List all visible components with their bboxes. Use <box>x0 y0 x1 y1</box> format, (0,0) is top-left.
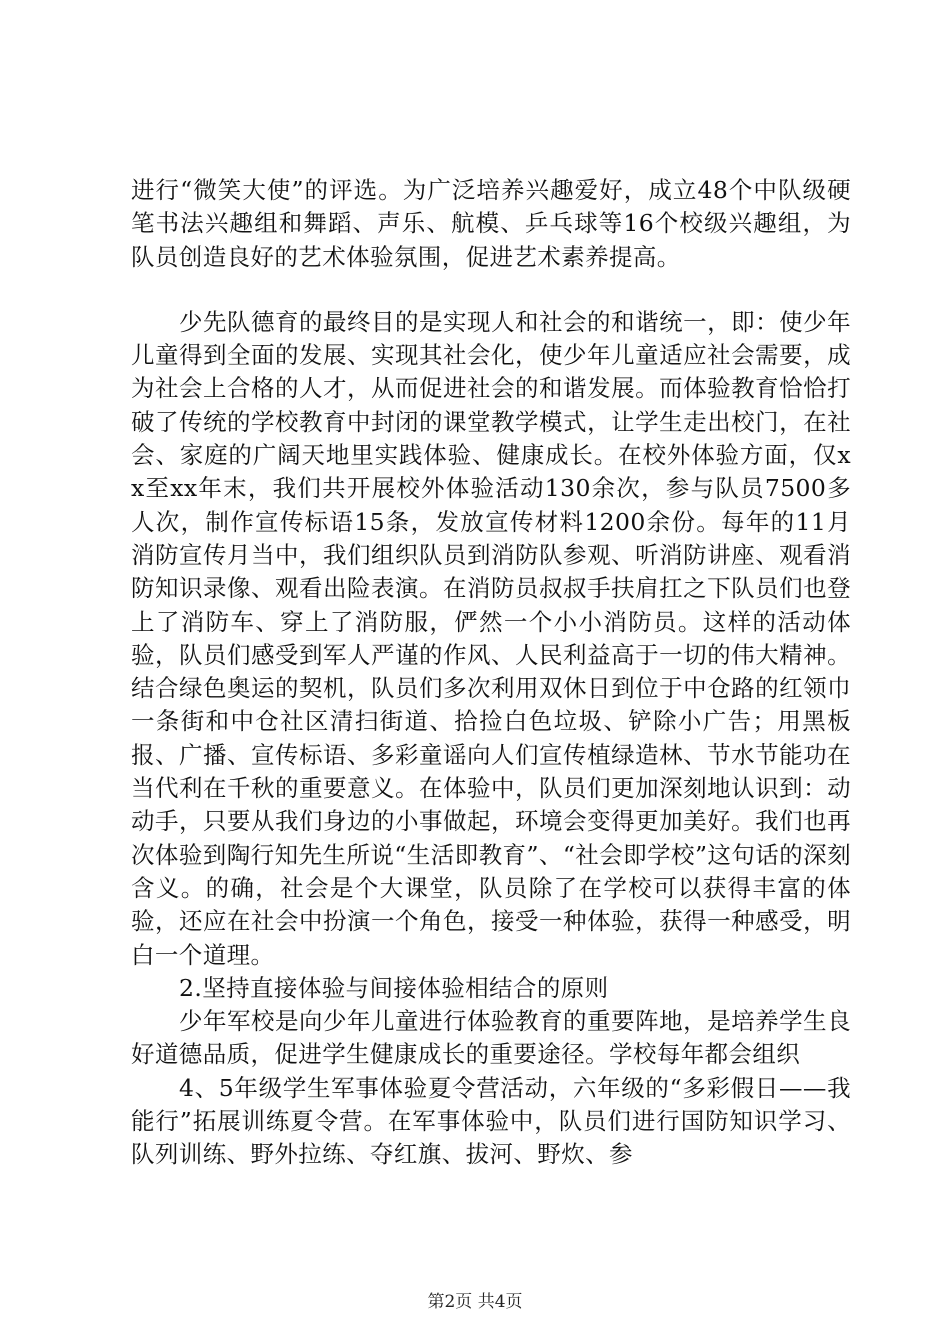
section-heading: 2.坚持直接体验与间接体验相结合的原则 <box>179 973 609 1002</box>
document-body <box>131 174 851 1172</box>
paragraph-military-school: 少年军校是向少年儿童进行体验教育的重要阵地，是培养学生良好道德品质，促进学生健康成长的重要途径。学校每年都会组织 <box>131 1007 851 1069</box>
paragraph-summer-camp: 4、5年级学生军事体验夏令营活动，六年级的“多彩假日——我能行”拓展训练夏令营。在军事体验中，队员们进行国防知识学习、队列训练、野外拉练、夺红旗、拔河、野炊、参 <box>131 1073 851 1169</box>
paragraph-social-experience: 少先队德育的最终目的是实现人和社会的和谐统一，即：使少年儿童得到全面的发展、实现其社会化，使少年儿童适应社会需要，成为社会上合格的人才，从而促进社会的和谐发展。而体验教育恰恰打破了传统的学校教育中封闭的课堂教学模式，让学生走出校门，在社会、家庭的广阔天地里实践体验、健康成长。在校外体验方面，仅xx至xx年末，我们共开展校外体验活动130余次，参与队员7500多人次，制作宣传标语15条，发放宣传材料1200余份。每年的11月消防宣传月当中，我们组织队员到消防队参观、听消防讲座、观看消防知识录像、观看出险表演。在消防员叔叔手扶肩扛之下队员们也登上了消防车、穿上了消防服，俨然一个小小消防员。这样的活动体验，队员们感受到军人严谨的作风、人民利益高于一切的伟大精神。结合绿色奥运的契机，队员们多次利用双休日到位于中仓路的红领巾一条街和中仓社区清扫街道、拾捡白色垃圾、铲除小广告；用黑板报、广播、宣传标语、多彩童谣向人们宣传植绿造林、节水节能功在当代利在千秋的重要意义。在体验中，队员们更加深刻地认识到：动动手，只要从我们身边的小事做起，环境会变得更加美好。我们也再次体验到陶行知先生所说“生活即教育”、“社会即学校”这句话的深刻含义。的确，社会是个大课堂，队员除了在学校可以获得丰富的体验，还应在社会中扮演一个角色，接受一种体验，获得一种感受，明白一个道理。 <box>131 307 851 969</box>
page-footer: 第2页 共4页 <box>427 1292 523 1312</box>
paragraph-continuation: 进行“微笑大使”的评选。为广泛培养兴趣爱好，成立48个中队级硬笔书法兴趣组和舞蹈、声乐、航模、乒乓球等16个校级兴趣组，为队员创造良好的艺术体验氛围，促进艺术素养提高。 <box>131 176 851 271</box>
